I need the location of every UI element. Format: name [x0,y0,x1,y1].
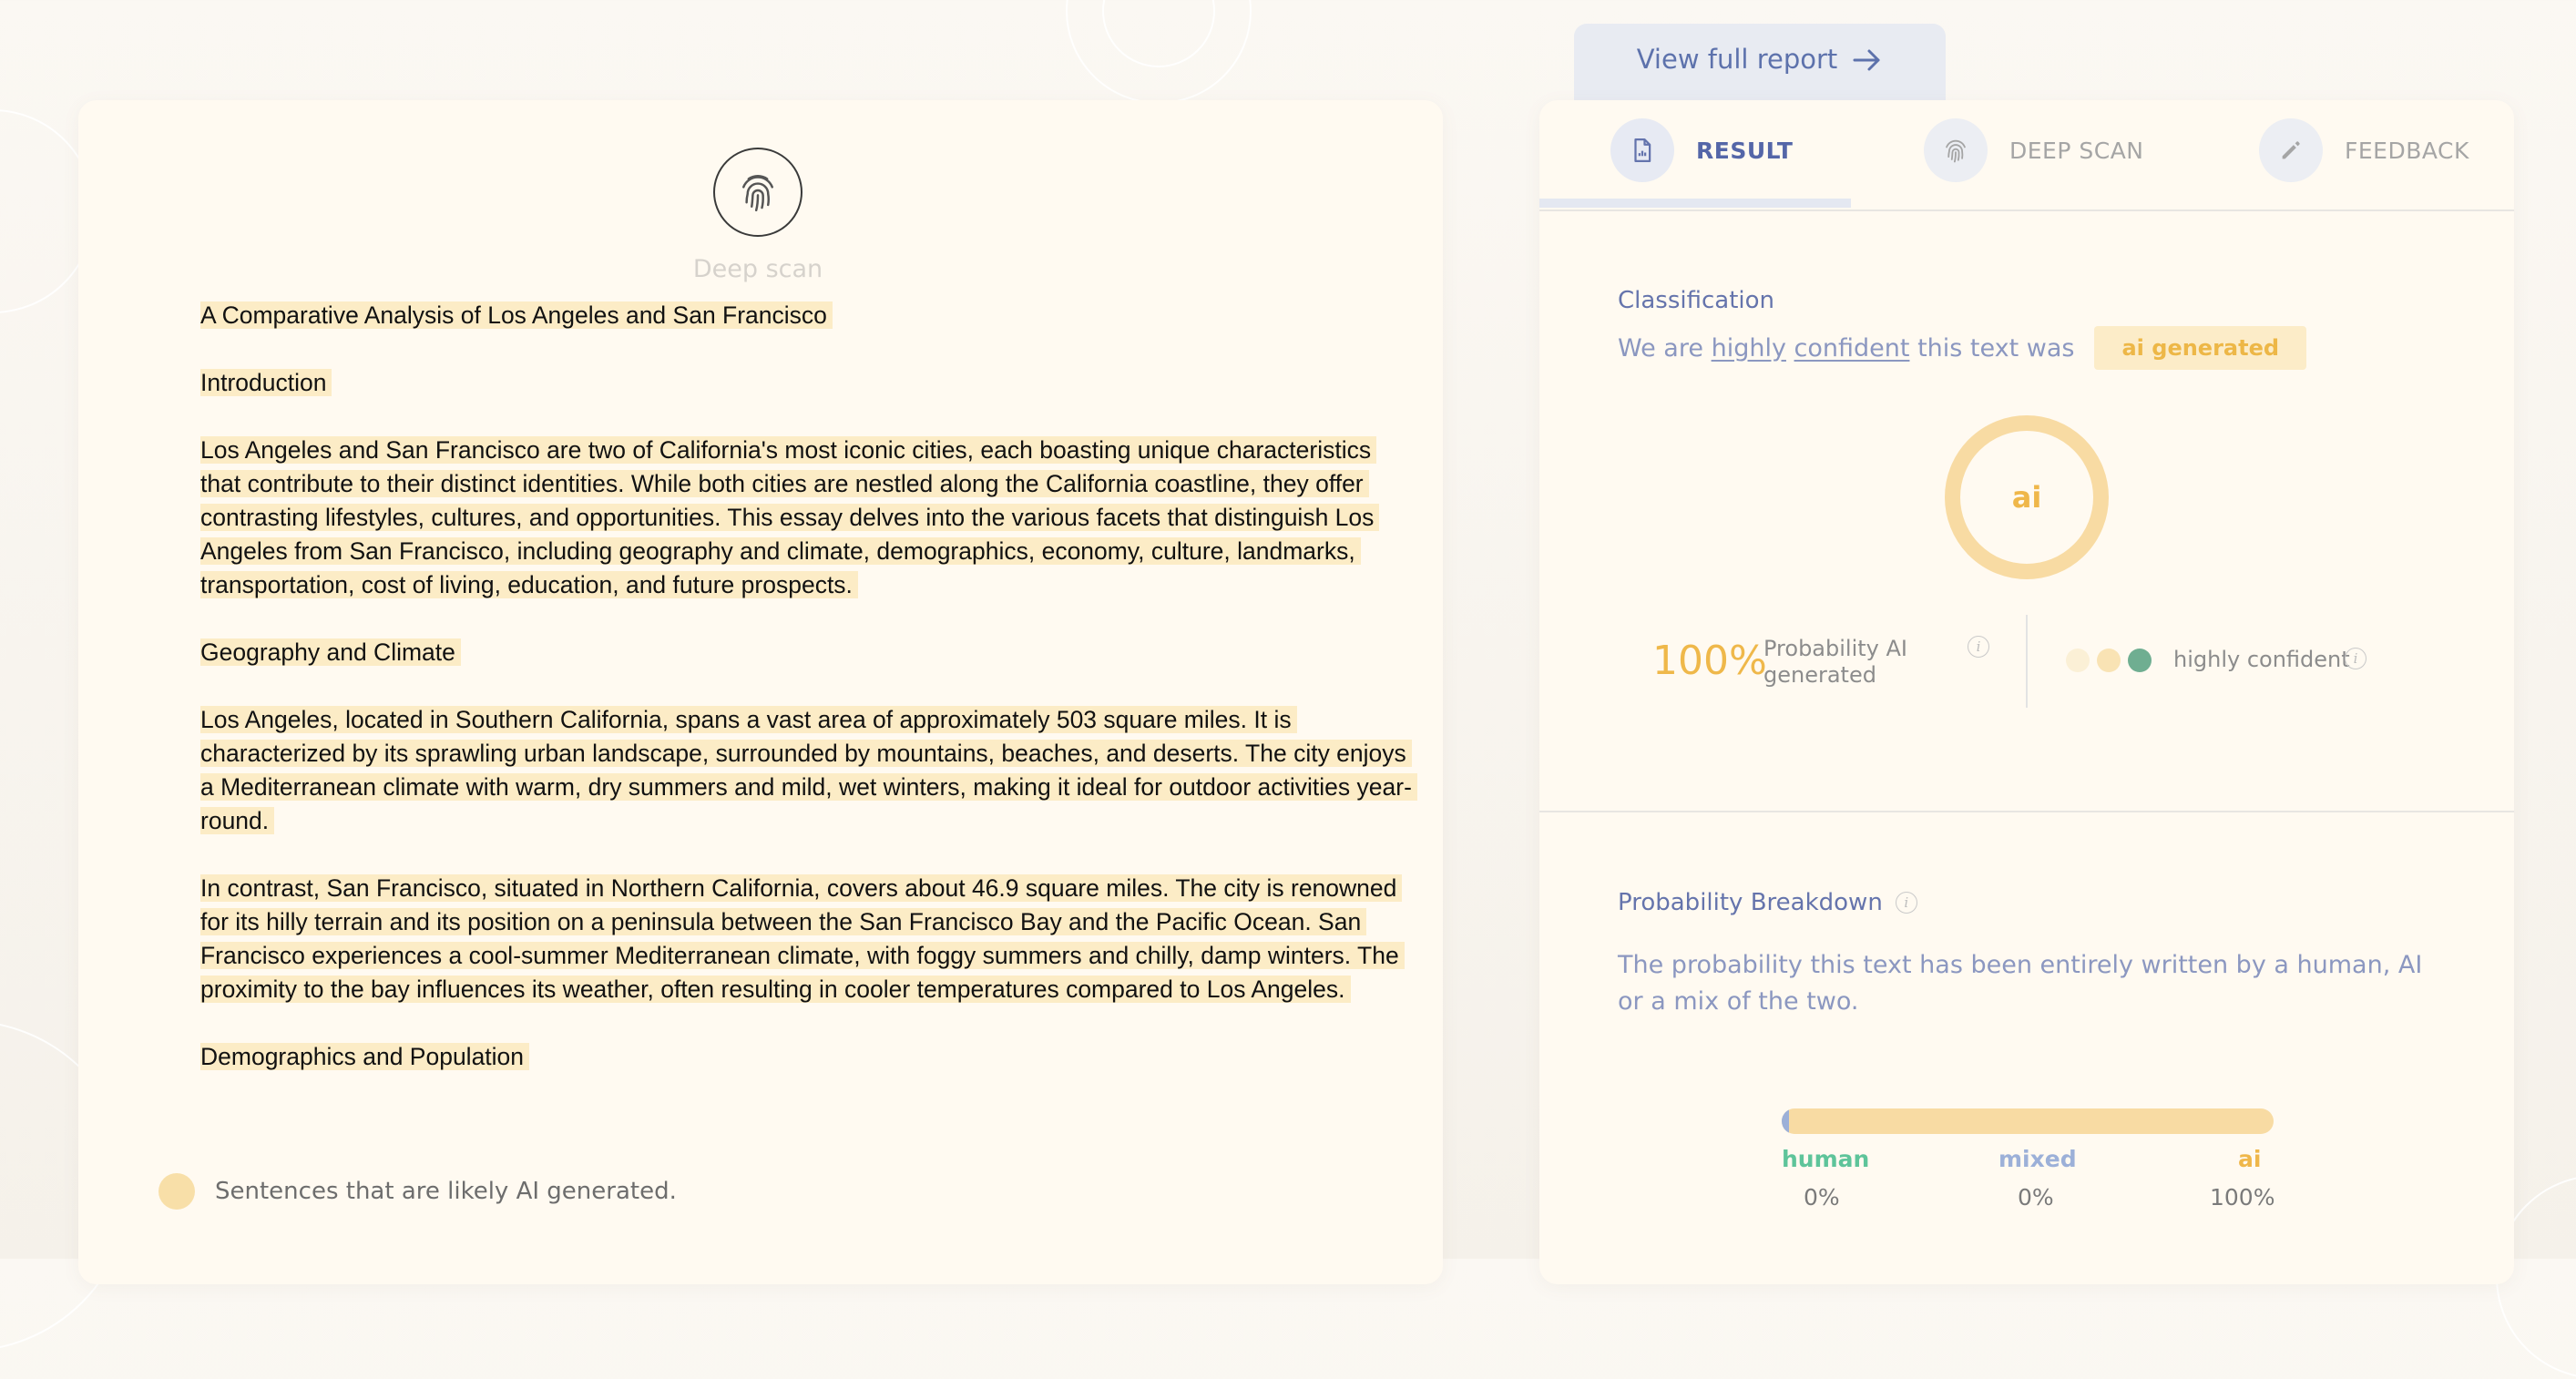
deep-scan-button[interactable] [713,148,802,237]
view-full-report-button[interactable] [1574,24,1946,106]
doc-heading: Introduction [200,369,332,396]
confidence-label: highly confident [2173,647,2350,672]
tab-feedback[interactable] [2259,118,2469,182]
tab-deep-scan[interactable] [1924,118,2144,182]
tab-bar [1539,100,2514,211]
ai-label: ai [2238,1146,2262,1172]
fingerprint-icon [1924,118,1988,182]
tab-deep-scan-label: DEEP SCAN [2009,137,2144,164]
ai-generated-badge: ai generated [2094,326,2306,370]
doc-paragraph: Los Angeles and San Francisco are two of California's most iconic cities, each boasting unique characteristics that contribute to their distinct identities. While both cities are nestled along the California coastline, they offer contrasting lifestyles, cultures, and opportunities. This essay delves into the various facets that distinguish Los Angeles from San Francisco, including geography and climate, demographics, economy, culture, landmarks, transportation, cost of living, education, and future prospects. [200,436,1379,598]
fingerprint-icon [733,168,782,217]
info-icon[interactable]: i [1968,636,1989,658]
mixed-label: mixed [1998,1146,2077,1172]
active-tab-indicator [1539,199,1851,208]
document-text [200,299,1412,1108]
pencil-icon [2259,118,2323,182]
classification-suffix: this text was [1917,333,2075,363]
breakdown-title-row [1618,889,1917,916]
doc-paragraph: Los Angeles, located in Southern California, spans a vast area of approximately 503 square miles. It is characterized by its sprawling urban landscape, surrounded by mountains, beaches, and deserts. The city enjoys a Mediterranean climate with warm, dry summers and mild, wet winters, making it ideal for outdoor activities year-round. [200,706,1417,834]
probability-bar-human-segment [1782,1108,1789,1134]
divider [2026,615,2028,708]
confidence-dot-medium [2097,649,2121,672]
ai-value: 100% [2210,1184,2275,1210]
section-divider [1539,811,2514,812]
info-icon[interactable]: i [2345,648,2366,669]
probability-label: Probability AI generated [1763,636,1907,688]
breakdown-description: The probability this text has been entirely written by a human, AI or a mix of the two. [1618,951,2423,1016]
highly-link[interactable]: highly [1711,333,1786,363]
view-full-report-label: View full report [1636,44,1838,75]
info-icon[interactable]: i [1896,892,1917,914]
confidence-dot-low [2066,649,2090,672]
deep-scan-label: Deep scan [692,255,823,283]
doc-heading: Geography and Climate [200,638,461,666]
tab-result-label: RESULT [1696,137,1794,164]
doc-paragraph: In contrast, San Francisco, situated in Northern California, covers about 46.9 square miles. The city is renowned for its hilly terrain and its position on a peninsula between the San Francisco Bay and the Pacific Ocean. San Francisco experiences a cool-summer Mediterranean climate, with foggy summers and chilly, damp winters. The proximity to the bay influences its weather, often resulting in cooler temperatures compared to Los Angeles. [200,874,1405,1003]
tab-feedback-label: FEEDBACK [2345,137,2469,164]
probability-bar [1782,1108,2274,1134]
confident-link[interactable]: confident [1794,333,1910,363]
document-panel [78,100,1443,1284]
human-value: 0% [1804,1184,1840,1210]
classification-title: Classification [1618,287,1775,314]
decorative-ring [1066,0,1252,104]
classification-prefix: We are [1618,333,1703,363]
ai-sentence-legend [158,1173,677,1210]
ring-label: ai [2011,480,2042,515]
classification-sentence [1618,326,2306,370]
human-label: human [1782,1146,1870,1172]
tab-result[interactable] [1610,118,1793,182]
probability-value: 100% [1652,638,1767,684]
classification-ring [1945,415,2109,579]
arrow-right-icon [1852,47,1883,73]
result-panel [1539,100,2514,1284]
legend-text: Sentences that are likely AI generated. [215,1178,677,1205]
document-chart-icon [1610,118,1674,182]
decorative-ring [1102,0,1215,67]
breakdown-title: Probability Breakdown [1618,889,1883,916]
confidence-dot-high [2128,649,2152,672]
doc-title: A Comparative Analysis of Los Angeles and San Francisco [200,301,833,329]
legend-swatch [158,1173,195,1210]
mixed-value: 0% [2018,1184,2054,1210]
doc-heading: Demographics and Population [200,1043,529,1070]
